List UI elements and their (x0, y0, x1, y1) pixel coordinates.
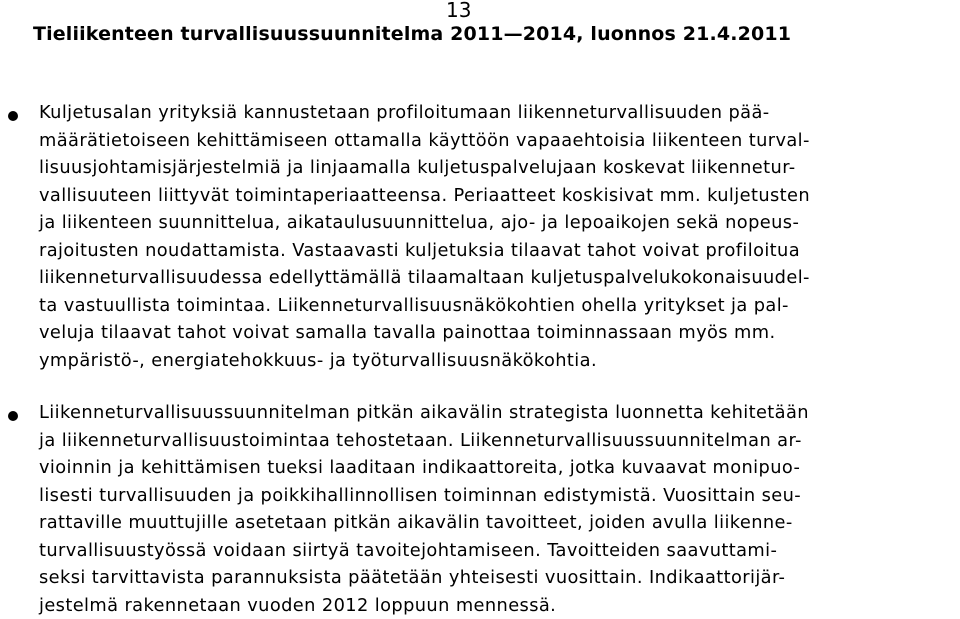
text-line: jestelmä rakennetaan vuoden 2012 loppuun mennessä. (39, 592, 949, 619)
bullet-dot-icon (8, 111, 18, 121)
text-line: lisesti turvallisuuden ja poikkihallinnollisen toiminnan edistymistä. Vuosittain seu- (39, 482, 949, 510)
text-line: liikenneturvallisuudessa edellyttämällä tilaamaltaan kuljetuspalvelukokonaisuudel- (39, 264, 949, 292)
bullet-dot-icon (8, 411, 18, 421)
text-line: ympäristö-, energiatehokkuus- ja työturvallisuusnäkökohtia. (39, 347, 949, 375)
page-number: 13 (446, 0, 471, 20)
text-line: ja liikenneturvallisuustoimintaa tehostetaan. Liikenneturvallisuussuunnitelman ar- (39, 427, 949, 455)
bullet-text-2 (39, 399, 949, 619)
text-line: vallisuuteen liittyvät toimintaperiaatteensa. Periaatteet koskisivat mm. kuljetusten (39, 182, 949, 210)
text-line: vioinnin ja kehittämisen tueksi laaditaan indikaattoreita, jotka kuvaavat monipuo- (39, 454, 949, 482)
text-line: rajoitusten noudattamista. Vastaavasti kuljetuksia tilaavat tahot voivat profiloitua (39, 237, 949, 265)
bullet-text-1 (39, 99, 949, 374)
text-line: Liikenneturvallisuussuunnitelman pitkän aikavälin strategista luonnetta kehitetään (39, 399, 949, 427)
text-line: Kuljetusalan yrityksiä kannustetaan profiloitumaan liikenneturvallisuuden pää- (39, 99, 949, 127)
document-header: Tieliikenteen turvallisuussuunnitelma 2011—2014, luonnos 21.4.2011 (33, 22, 933, 46)
text-line: seksi tarvittavista parannuksista päätetään yhteisesti vuosittain. Indikaattorijär- (39, 564, 949, 592)
text-line: ta vastuullista toimintaa. Liikenneturvallisuusnäkökohtien ohella yritykset ja pal- (39, 292, 949, 320)
text-line: veluja tilaavat tahot voivat samalla tavalla painottaa toiminnassaan myös mm. (39, 319, 949, 347)
text-line: määrätietoiseen kehittämiseen ottamalla käyttöön vapaaehtoisia liikenteen turval- (39, 127, 949, 155)
text-line: rattaville muuttujille asetetaan pitkän aikavälin tavoitteet, joiden avulla liikenne- (39, 509, 949, 537)
text-line: ja liikenteen suunnittelua, aikataulusuunnittelua, ajo- ja lepoaikojen sekä nopeus- (39, 209, 949, 237)
text-line: turvallisuustyössä voidaan siirtyä tavoitejohtamiseen. Tavoitteiden saavuttami- (39, 537, 949, 565)
text-line: lisuusjohtamisjärjestelmiä ja linjaamalla kuljetuspalvelujaan koskevat liikennetur- (39, 154, 949, 182)
